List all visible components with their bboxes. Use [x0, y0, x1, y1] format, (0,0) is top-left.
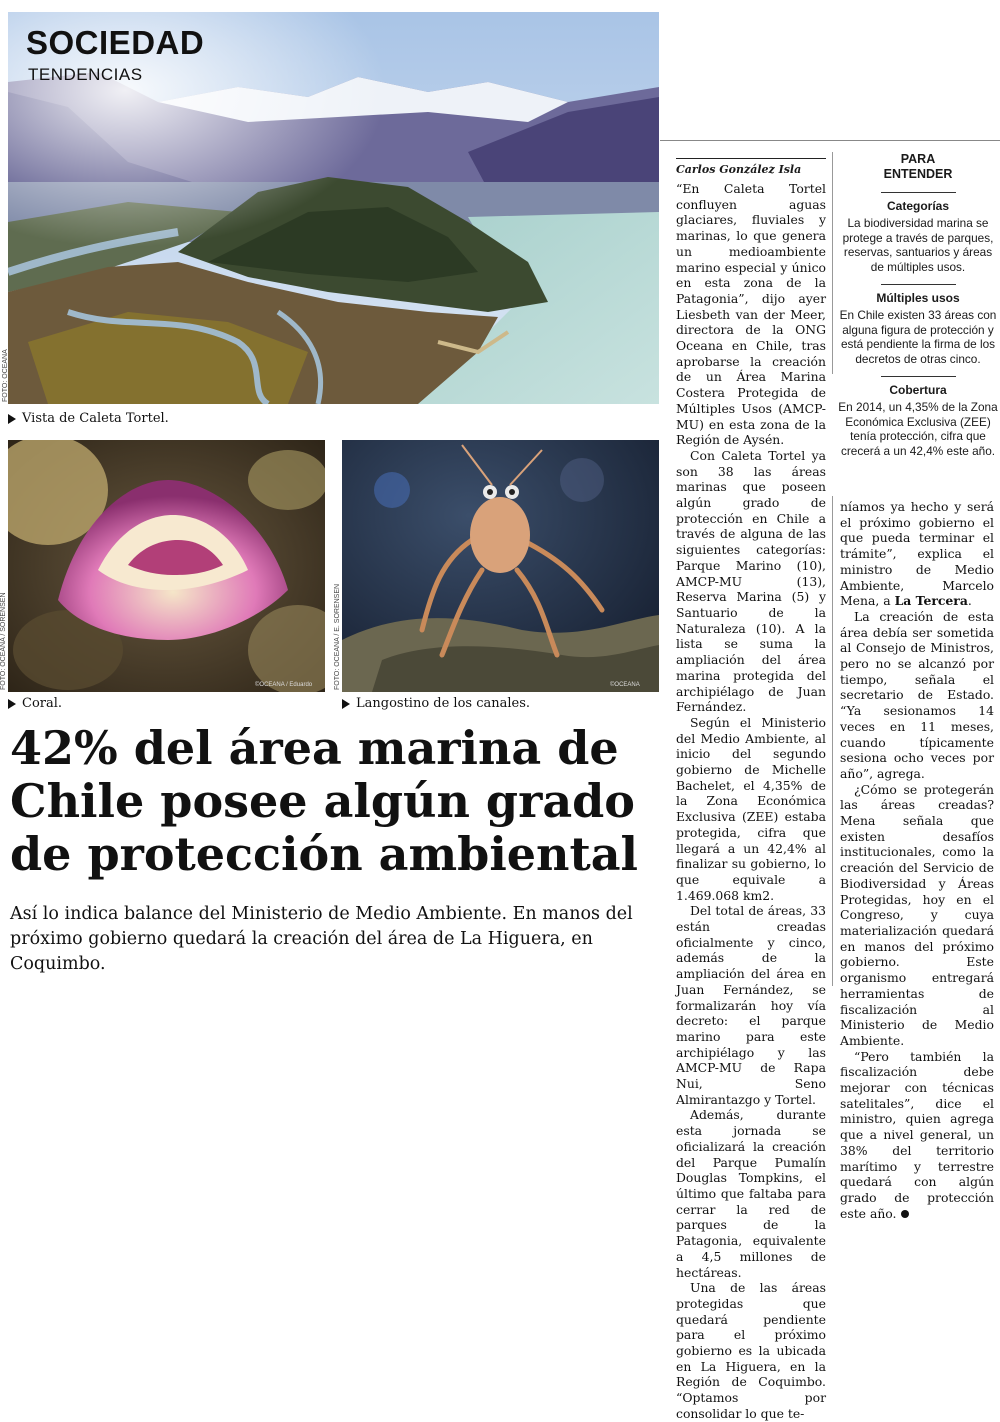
col1-paragraph-3: Según el Ministerio del Medio Ambiente, al inicio del segundo gobierno de Michelle Bachelet, el 4,35% de la Zona Económica Exclusiva (ZEE) estaba protegida, cifra que llegará a un 42,4% al finalizar su gobierno, lo que equivale a 1.469.068 km2. [676, 714, 826, 903]
box-item-title: Categorías [886, 199, 950, 213]
coral-watermark: ©OCEANA / Eduardo [255, 682, 313, 688]
col2-paragraph-2: La creación de esta área debía ser sometida al Consejo de Ministros, pero no se alcanzó por tiempo, señala el secretario de Estado. “Ya sesionamos 14 veces en 11 meses, cuando típicamente sesiona ocho veces por año”, agrega. [840, 608, 994, 781]
col2-paragraph-3: ¿Cómo se protegerán las áreas creadas? Mena señala que existen desafíos institucionales, como la creación del Servicio de Biodiversidad y Áreas Protegidas, hoy en el Congreso, y cuya materialización quedará en manos del próximo gobierno. Este organismo entregará herramientas de fiscalización al Ministerio de Medio Ambiente. [840, 781, 994, 1048]
box-title: PARA ENTENDER [883, 152, 953, 181]
box-item-text: En Chile existen 33 áreas con alguna figura de protección y está pendiente la firma de los decretos de otras cinco. [839, 308, 997, 366]
langostino-watermark: ©OCEANA [610, 682, 640, 688]
column-divider-2 [832, 496, 833, 986]
langostino-caption-text: Langostino de los canales. [356, 696, 531, 711]
langostino-photo-credit: FOTO: OCEANA / E. SORENSEN [334, 583, 341, 690]
newspaper-name: La Tercera [894, 593, 968, 609]
coral-photo [8, 440, 325, 692]
col1-paragraph-2: Con Caleta Tortel ya son 38 las áreas marinas que poseen algún grado de protección en Chile a través de alguna de las siguientes categorías: Parque Marino (10), AMCP-MU (13), Reserva Marina (5) y Santuario de la Naturaleza (10). A la lista se suma la ampliación del área marina protegida del archipiélago de Juan Fernández. [676, 447, 826, 715]
coral-photo-credit: FOTO: OCEANA / SORENSEN [0, 592, 7, 690]
langostino-caption [342, 696, 530, 711]
caption-triangle-icon [8, 414, 16, 424]
col2-paragraph-1 [840, 499, 994, 609]
top-divider [660, 140, 1000, 141]
coral-illustration [8, 440, 325, 692]
col1-paragraph-6: Una de las áreas protegidas que quedará pendiente para el próximo gobierno es la ubicada en La Higuera, en la Región de Coquimbo. “Optamos por consolidar lo que te- [676, 1280, 826, 1421]
langostino-photo [342, 440, 659, 692]
caption-triangle-icon [8, 699, 16, 709]
col2-p1-post: . [967, 593, 972, 609]
box-item-title: Cobertura [889, 383, 947, 397]
box-item-text: La biodiversidad marina se protege a través de parques, reservas, santuarios y áreas de múltiples usos. [842, 216, 994, 274]
box-item-rule [881, 376, 956, 377]
box-item-text: En 2014, un 4,35% de la Zona Económica Exclusiva (ZEE) tenía protección, cifra que crecerá a un 42,4% este año. [838, 400, 998, 458]
main-photo-caption [8, 411, 169, 426]
box-item-title: Múltiples usos [876, 291, 960, 305]
box-item-multiples-usos [838, 284, 998, 366]
main-caption-text: Vista de Caleta Tortel. [22, 411, 169, 426]
col2-p1-pre: níamos ya hecho y será el próximo gobierno el que pueda terminar el trámite”, explica el ministro de Medio Ambiente, Marcelo Mena, a [840, 499, 994, 609]
headline: 42% del área marina de Chile posee algún grado de protección ambiental [10, 721, 639, 881]
langostino-illustration [342, 440, 659, 692]
section-title: SOCIEDAD [26, 24, 205, 61]
article-column-1 [676, 181, 826, 1422]
article-column-2 [840, 499, 994, 1221]
column-divider-1 [832, 152, 833, 374]
box-item-rule [881, 284, 956, 285]
col1-paragraph-5: Además, durante esta jornada se oficializará la creación del Parque Pumalín Douglas Tompkins, el último que faltaba para cerrar la red de parques de la Patagonia, equivalente a 4,5 millones de hectáreas. [676, 1107, 826, 1280]
col2-p4-text: “Pero también la fiscalización debe mejorar con técnicas satelitales”, dice el ministro, quien agrega que a nivel general, un 38% del territorio marítimo y terrestre quedará con algún grado de protección este año. [840, 1048, 994, 1221]
box-item-categorias [838, 192, 998, 274]
col1-paragraph-4: Del total de áreas, 33 están creadas oficialmente y cinco, además de la ampliación del área en Juan Fernández, se formalizarán hoy vía decreto: el parque marino para este archipiélago y las AMCP-MU de Rapa Nui, Seno Almirantazgo y Tortel. [676, 903, 826, 1107]
coral-caption-text: Coral. [22, 696, 63, 711]
coral-caption [8, 696, 62, 711]
box-item-rule [881, 192, 956, 193]
col2-paragraph-4 [840, 1049, 994, 1222]
subhead: Así lo indica balance del Ministerio de Medio Ambiente. En manos del próximo gobierno quedará la creación del área de La Higuera, en Coquimbo. [10, 904, 633, 974]
main-photo-credit: FOTO: OCEANA [2, 349, 9, 402]
caption-triangle-icon [342, 699, 350, 709]
section-subtitle: TENDENCIAS [28, 65, 143, 84]
box-item-cobertura [838, 376, 998, 458]
end-mark-icon [901, 1210, 909, 1218]
para-entender-box [838, 152, 998, 468]
byline: Carlos González Isla [676, 158, 826, 176]
col1-paragraph-1: “En Caleta Tortel confluyen aguas glaciares, fluviales y marinas, lo que genera un medioambiente marino especial y único en esta zona de la Patagonia”, dijo ayer Liesbeth van der Meer, directora de la ONG Oceana en Chile, tras aprobarse la creación de un Área Marina Costera Protegida de Múltiples Usos (AMCP-MU) en esta zona de la Región de Aysén. [676, 181, 826, 448]
